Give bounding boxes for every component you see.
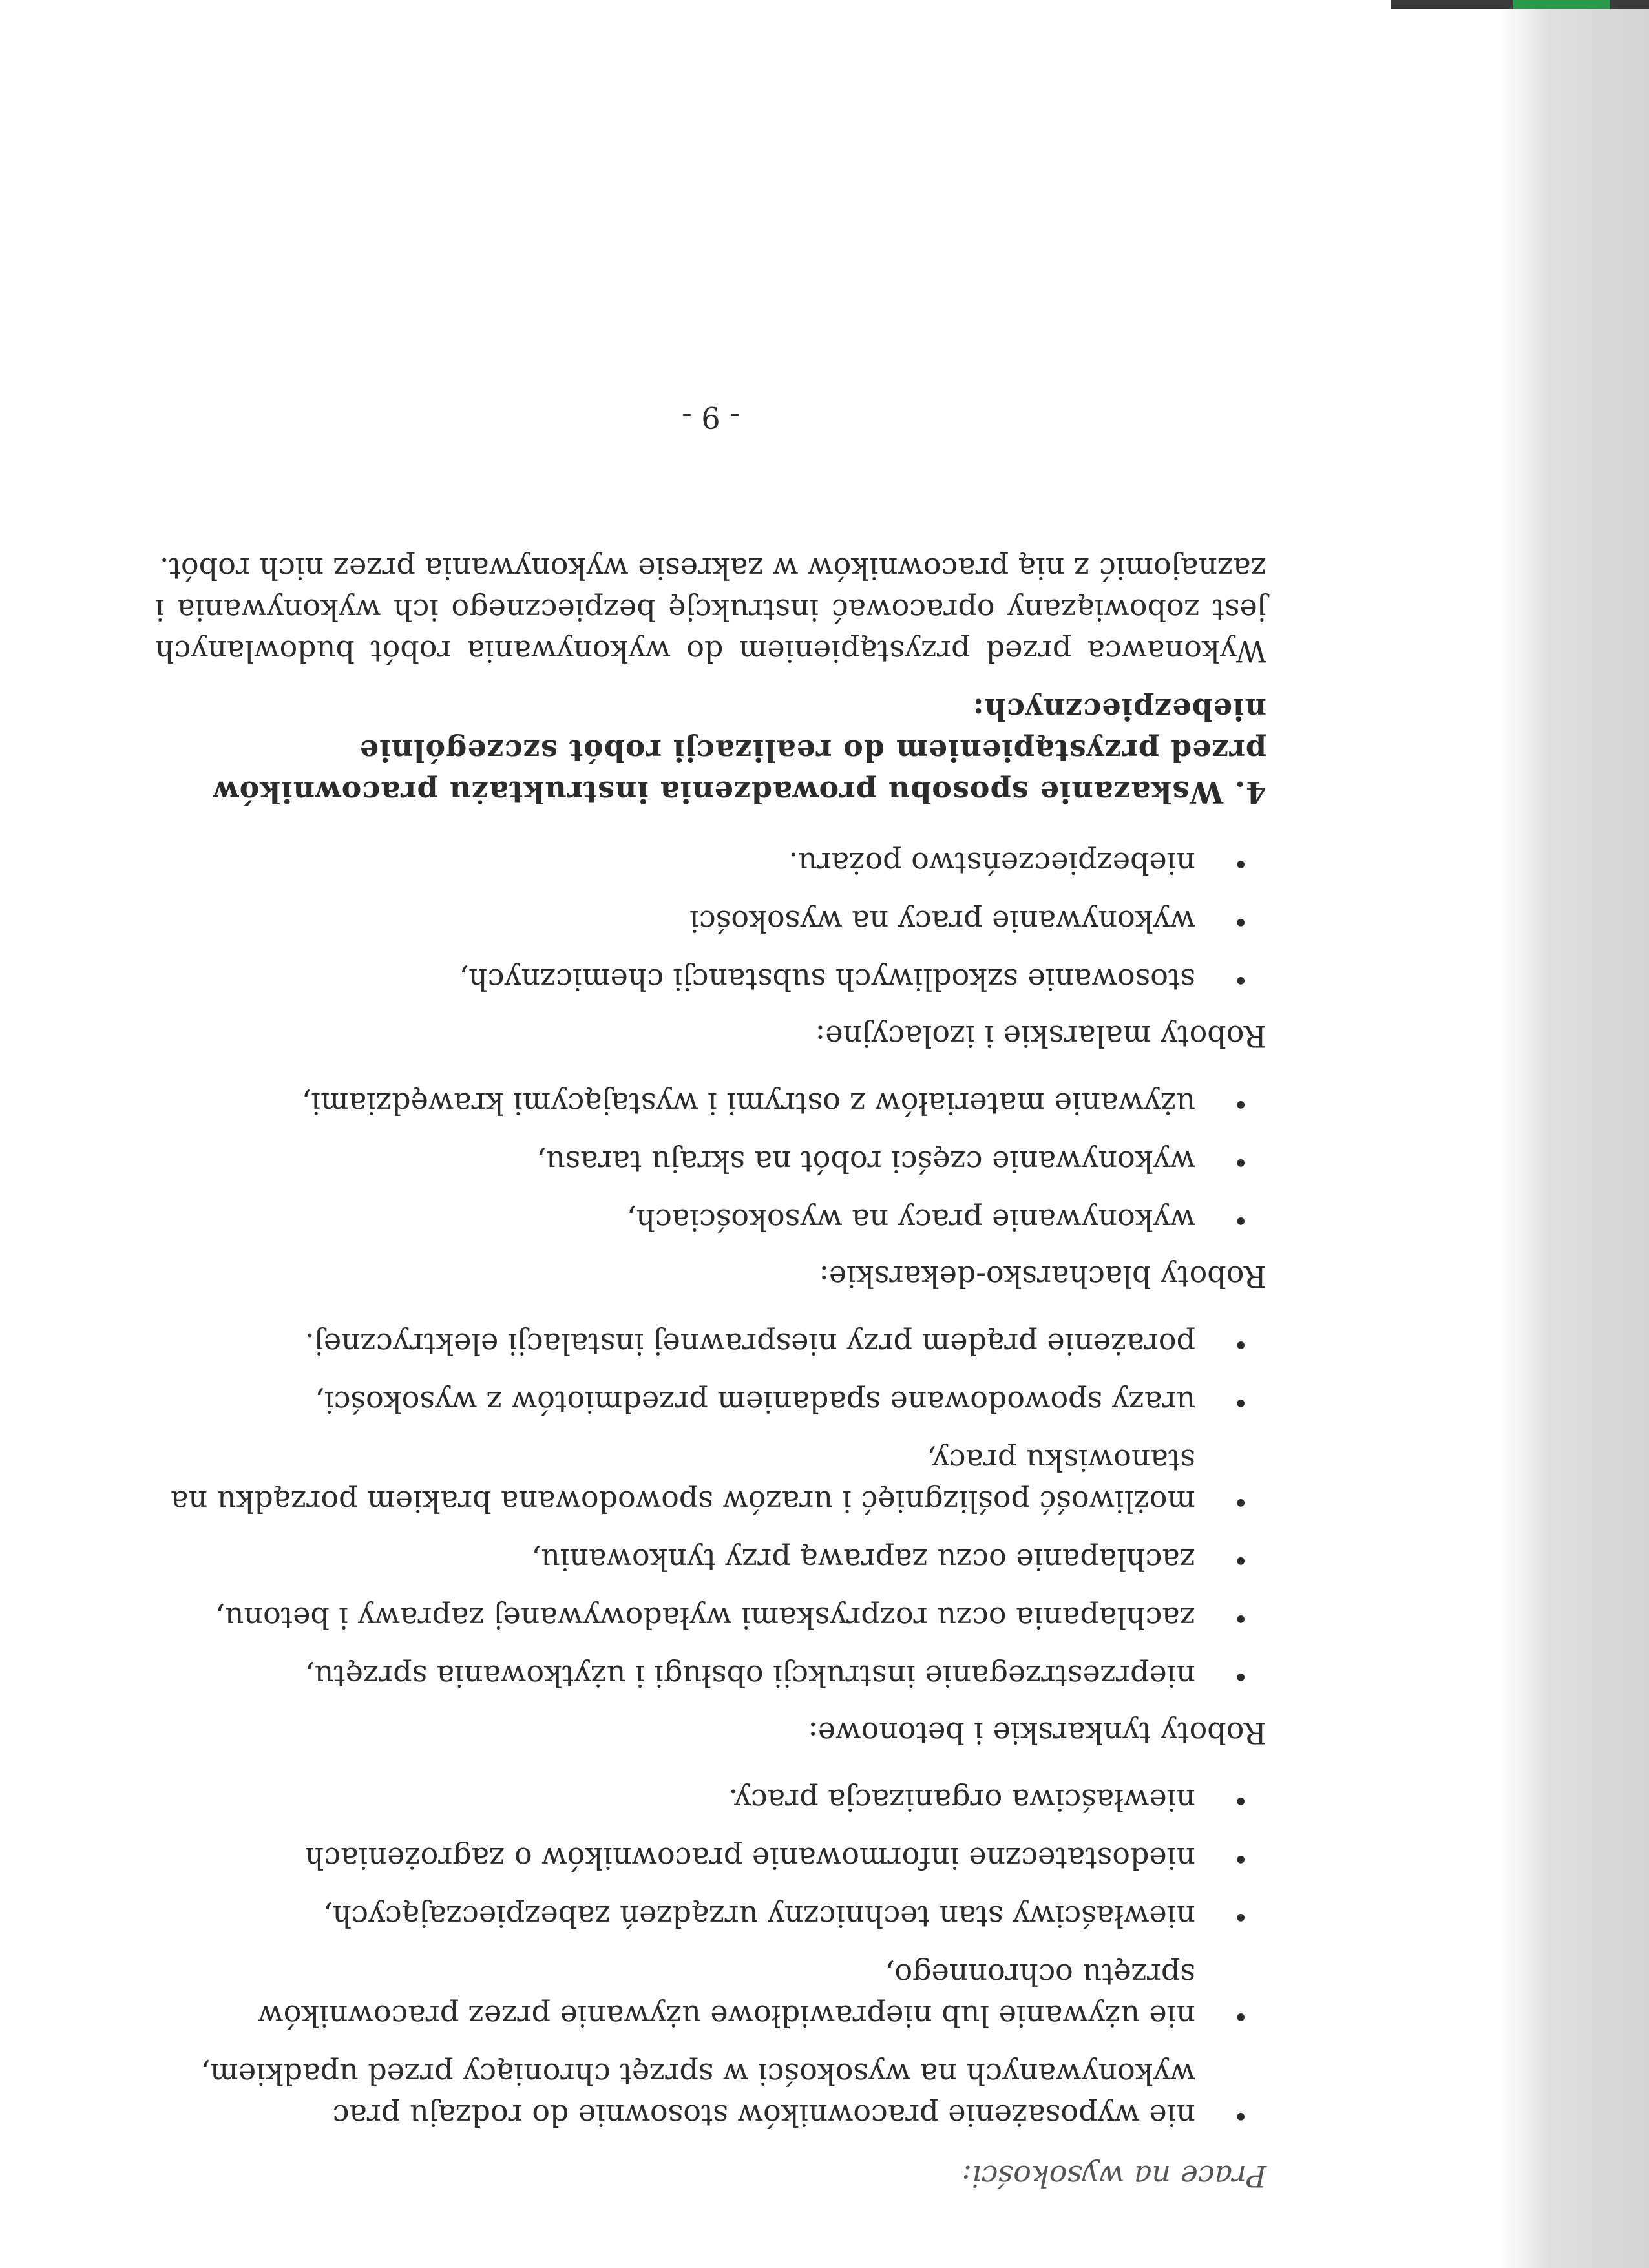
list-item-text: niewłaściwa organizacja pracy. <box>728 1783 1195 1818</box>
section-prace-na-wysokosci <box>155 1780 1266 2197</box>
section-heading: Roboty blacharsko-dekarskie: <box>819 1259 1266 1294</box>
section-roboty-tynkarskie <box>155 1323 1266 1754</box>
scanner-edge-mark <box>1513 0 1610 9</box>
list-item <box>155 843 1266 884</box>
bullet-icon: • <box>1233 1205 1248 1235</box>
list-item <box>155 1597 1266 1639</box>
section-4-heading: 4. Wskazanie sposobu prowadzenia instruktażu pracowników przed przystąpieniem do realizacji robót szczególnie niebezpiecznych: <box>213 692 1266 810</box>
list-item-text: nie używanie lub nieprawidłowe używanie przez pracowników sprzętu ochronnego, <box>258 1957 1195 2033</box>
list-item-text: wykonywanie pracy na wysokościach, <box>626 1202 1195 1237</box>
list-item-text: możliwość poślizgnięć i urazów spowodowana brakiem porządku na stanowisku pracy, <box>171 1443 1195 1519</box>
bullet-icon: • <box>1233 2001 1248 2031</box>
list-item-text: wykonywanie pracy na wysokości <box>689 904 1195 939</box>
list-item <box>155 1323 1266 1365</box>
list-item-text: niebezpieczeństwo pożaru. <box>788 846 1195 881</box>
list-item <box>155 1780 1266 1821</box>
bullet-icon: • <box>1233 848 1248 878</box>
section-heading: Roboty tynkarskie i betonowe: <box>808 1716 1266 1750</box>
list-item-text: zachlapanie oczu zaprawą przy tynkowaniu, <box>531 1542 1195 1577</box>
list-item <box>155 1440 1266 1522</box>
page-number: - 9 - <box>682 400 740 435</box>
list-item <box>155 1954 1266 2037</box>
bullet-icon: • <box>1233 1387 1248 1417</box>
bullet-icon: • <box>1233 1902 1248 1931</box>
bullet-icon: • <box>1233 2101 1248 2130</box>
list-item <box>155 1838 1266 1879</box>
list-item <box>155 1896 1266 1937</box>
bullet-list <box>155 1323 1266 1697</box>
bullet-list <box>155 843 1266 1000</box>
bullet-list <box>155 1780 1266 2136</box>
list-item-text: stosowanie szkodliwych substancji chemicznych, <box>459 962 1195 997</box>
bullet-icon: • <box>1233 1603 1248 1633</box>
scanner-shadow <box>1500 0 1649 2268</box>
list-item-text: używanie materiałów z ostrymi i wystającymi krawędziami, <box>301 1086 1195 1121</box>
section-4-instruktaz <box>155 548 1266 813</box>
bullet-list <box>155 1083 1266 1241</box>
list-item <box>155 1141 1266 1182</box>
section-roboty-blacharsko-dekarskie <box>155 1083 1266 1297</box>
bullet-icon: • <box>1233 1487 1248 1517</box>
list-item <box>155 901 1266 942</box>
bullet-icon: • <box>1233 1329 1248 1359</box>
list-item <box>155 2053 1266 2136</box>
list-item <box>155 1199 1266 1241</box>
list-item-text: nie wyposażenie pracowników stosownie do rodzaju prac wykonywanych na wysokości w sprzęt chroniący przed upadkiem, <box>200 2057 1195 2133</box>
section-4-paragraph: Wykonawca przed przystąpieniem do wykonywania robót budowlanych jest zobowiązany opracować instrukcję bezpiecznego ich wykonywania i zaznajomić z nią pracowników w zakresie wykonywania przez nich robót. <box>155 551 1266 669</box>
bullet-icon: • <box>1233 1545 1248 1575</box>
list-item-text: urazy spowodowane spadaniem przedmiotów z wysokości, <box>315 1385 1195 1420</box>
bullet-icon: • <box>1233 1147 1248 1177</box>
bullet-icon: • <box>1233 1785 1248 1815</box>
list-item-text: porażenie prądem przy niesprawnej instalacji elektrycznej. <box>305 1327 1195 1361</box>
list-item-text: niewłaściwy stan techniczny urządzeń zabezpieczających, <box>322 1899 1195 1934</box>
list-item <box>155 1539 1266 1580</box>
list-item-text: niedostateczne informowanie pracowników o zagrożeniach <box>304 1841 1195 1876</box>
bullet-icon: • <box>1233 1089 1248 1118</box>
list-item-text: zachlapania oczu rozpryskami wyładowywanej zaprawy i betonu, <box>215 1601 1195 1635</box>
section-heading: Roboty malarskie i izolacyjne: <box>815 1019 1266 1054</box>
section-heading: Prace na wysokości: <box>961 2159 1266 2194</box>
document-content <box>155 78 1266 2197</box>
bullet-icon: • <box>1233 1661 1248 1691</box>
list-item <box>155 959 1266 1000</box>
bullet-icon: • <box>1233 907 1248 936</box>
list-item <box>155 1655 1266 1697</box>
list-item-text: nieprzestrzeganie instrukcji obsługi i użytkowania sprzętu, <box>304 1659 1195 1694</box>
list-item <box>155 1083 1266 1124</box>
section-roboty-malarskie <box>155 843 1266 1057</box>
bullet-icon: • <box>1233 1843 1248 1873</box>
list-item <box>155 1381 1266 1423</box>
bullet-icon: • <box>1233 965 1248 994</box>
list-item-text: wykonywanie części robót na skraju tarasu, <box>536 1144 1195 1179</box>
